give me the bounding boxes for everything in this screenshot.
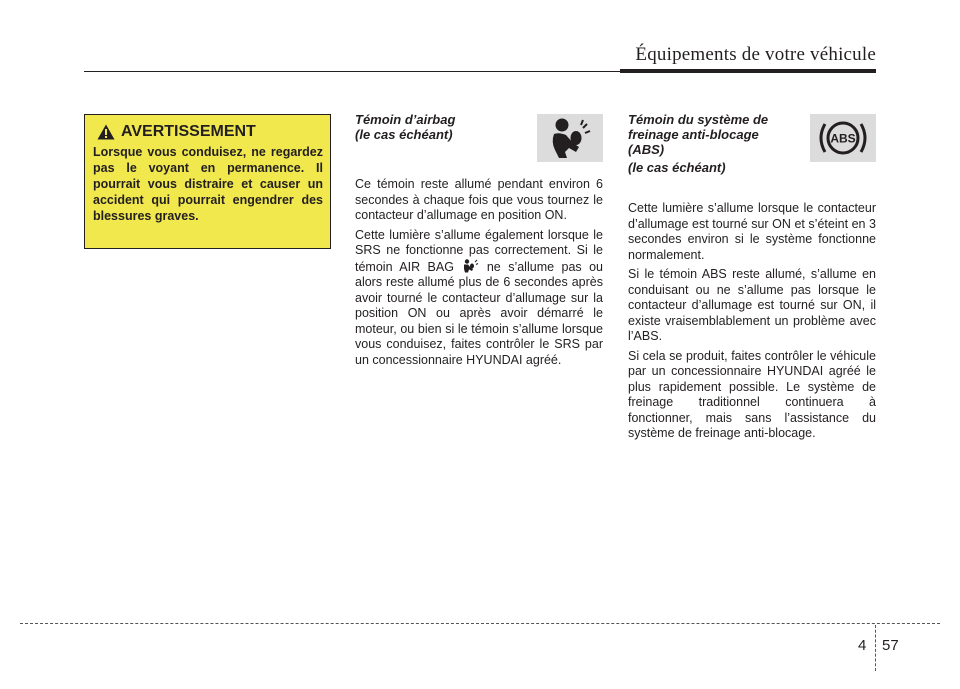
page-header-title: Équipements de votre véhicule — [635, 44, 876, 65]
warning-box — [84, 114, 331, 249]
warning-header — [97, 123, 323, 141]
abs-title-line3: (le cas échéant) — [628, 160, 726, 175]
chapter-number: 4 — [858, 637, 867, 654]
page-number: 57 — [882, 637, 899, 654]
warning-triangle-icon — [97, 124, 115, 140]
airbag-title-line2: (le cas échéant) — [355, 127, 453, 142]
abs-paragraph-3: Si cela se produit, faites contrôler le véhicule par un concessionnaire HYUNDAI agréé le plus rapidement possible. Le système de freinage traditionnel continuera à fonctionner, mais sans l’assistance du système de freinage anti-blocage. — [628, 348, 876, 440]
abs-section-title — [628, 112, 793, 175]
abs-paragraph-2: Si le témoin ABS reste allumé, s’allume en conduisant ou ne s’allume pas lorsque le contacteur d’allumage est tourné sur ON, il existe vraisemblablement un problème avec l’ABS. — [628, 267, 876, 343]
abs-paragraph-1: Cette lumière s’allume lorsque le contacteur d’allumage est tourné sur ON et s’éteint en 3 secondes environ si le système fonctionne normalement. — [628, 201, 876, 262]
footer-rule — [20, 623, 940, 624]
airbag-warning-icon — [545, 116, 595, 160]
warning-title: AVERTISSEMENT — [121, 123, 256, 140]
abs-section — [628, 112, 876, 446]
abs-body — [628, 201, 876, 442]
abs-icon-label: ABS — [830, 131, 856, 146]
abs-title-line2: freinage anti-blocage (ABS) — [628, 127, 759, 157]
airbag-paragraph-2-start: Cette lumière s’allume également lorsque le SRS ne fonctionne pas correctement. Si le témoin AIR BAG — [355, 227, 603, 274]
abs-icon-box — [810, 114, 876, 162]
airbag-paragraph-2-end: ne s’allume pas ou alors reste allumé plus de 6 secondes après avoir tourné le contacteur d’allumage sur la position ON ou après avoir démarré le moteur, ou bien si le témoin s’allume lorsque vous conduisez, faites contrôler le SRS par un concessionnaire HYUNDAI agréé. — [355, 259, 603, 367]
header-rule-accent — [620, 69, 876, 73]
airbag-paragraph-1: Ce témoin reste allumé pendant environ 6 secondes à chaque fois que vous tournez le contacteur d’allumage en position ON. — [355, 177, 603, 222]
airbag-body — [355, 177, 603, 368]
airbag-paragraph-2 — [355, 228, 603, 369]
airbag-icon-box — [537, 114, 603, 162]
airbag-title-line1: Témoin d’airbag — [355, 112, 456, 127]
page-number-divider — [875, 625, 876, 671]
airbag-section — [355, 112, 603, 372]
abs-title-line1: Témoin du système de — [628, 112, 769, 127]
abs-warning-icon — [815, 117, 871, 159]
airbag-inline-icon — [461, 259, 479, 273]
airbag-section-title — [355, 112, 520, 142]
warning-text: Lorsque vous conduisez, ne regardez pas le voyant en permanence. Il pourrait vous distraire et causer un accident qui pourrait engendrer des blessures graves. — [93, 145, 323, 223]
